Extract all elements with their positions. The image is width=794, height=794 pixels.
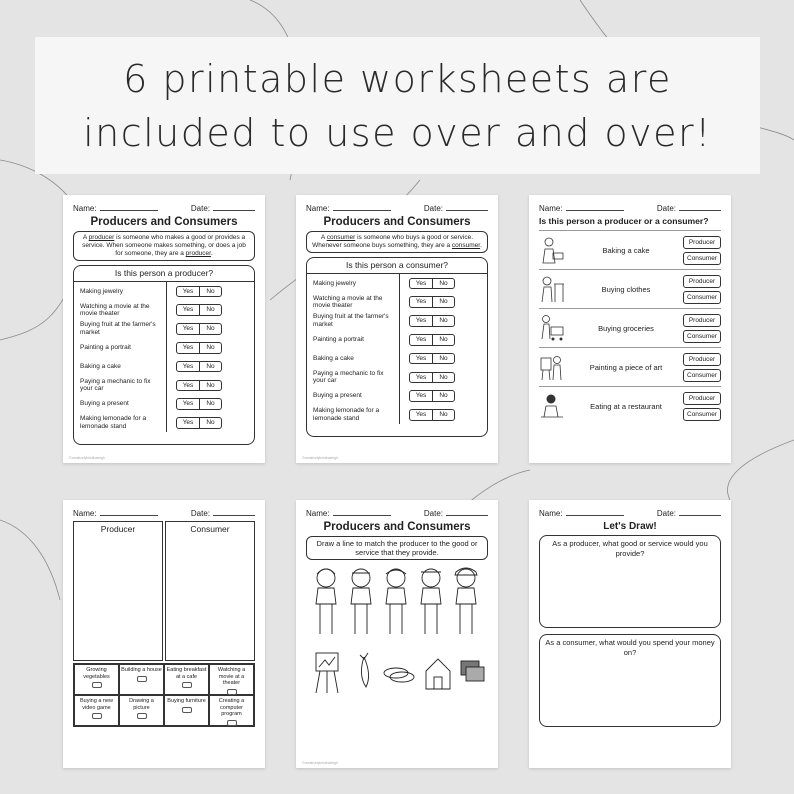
yes-no-buttons: Yes No (176, 361, 222, 373)
name-label: Name: (73, 509, 97, 518)
item-label: Buying clothes (601, 284, 651, 294)
table-row: Buying a present Yes No (307, 387, 487, 406)
yes-no-buttons: Yes No (409, 278, 455, 290)
name-label: Name: (306, 204, 330, 213)
list-item (539, 230, 721, 269)
list-item (539, 308, 721, 347)
banner-line-1: 6 printable worksheets are (123, 56, 672, 101)
worksheet-title: Producers and Consumers (90, 216, 238, 228)
table-row: Making lemonade for a lemonade stand Yes No (307, 406, 487, 425)
list-item: Eating breakfast at a cafe (164, 664, 209, 695)
yes-no-buttons: Yes No (409, 353, 455, 365)
shopper-icon (539, 274, 565, 304)
date-label: Date: (423, 204, 443, 213)
cut-out-cards (73, 663, 255, 727)
worksheet-4 (63, 500, 265, 768)
shopping-cart-icon (539, 313, 565, 343)
list-item: Drawing a picture (119, 695, 164, 726)
date-label: Date: (190, 204, 210, 213)
list-item: Buying a new video game (74, 695, 119, 726)
yes-no-buttons: Yes No (409, 372, 455, 384)
table-row: Paying a mechanic to fix your car Yes No (307, 368, 487, 387)
sort-columns (73, 521, 255, 661)
painter-icon (539, 352, 565, 382)
brand-text: ©creativelykristinaleigh (69, 456, 105, 460)
answer-buttons: Producer Consumer (683, 392, 721, 421)
name-label: Name: (539, 204, 563, 213)
yes-no-buttons: Yes No (176, 342, 222, 354)
table-row: Making lemonade for a lemonade stand Yes No (74, 414, 254, 433)
question-table (73, 265, 255, 445)
date-label: Date: (190, 509, 210, 518)
name-date-header (306, 204, 488, 213)
diner-icon (539, 391, 565, 421)
list-item: Growing vegetables (74, 664, 119, 695)
answer-buttons: Producer Consumer (683, 314, 721, 343)
yes-no-buttons: Yes No (176, 380, 222, 392)
question-heading: Is this person a producer? (74, 266, 254, 282)
definition-box: A consumer is someone who buys a good or service. Whenever someone buys something, they are a consumer. (306, 231, 488, 253)
date-label: Date: (656, 509, 676, 518)
name-date-header (539, 204, 721, 213)
instruction-box: Draw a line to match the producer to the good or service that they provide. (306, 536, 488, 560)
table-row: Making jewelry Yes No (74, 282, 254, 301)
item-label: Baking a cake (602, 245, 650, 255)
table-row: Baking a cake Yes No (307, 349, 487, 368)
name-date-header (539, 509, 721, 518)
banner-line-2: included to use over and over! (83, 110, 712, 155)
item-label: Painting a piece of art (589, 362, 663, 372)
list-item: Building a house (119, 664, 164, 695)
table-row: Buying fruit at the farmer's market Yes No (74, 320, 254, 339)
yes-no-buttons: Yes No (176, 323, 222, 335)
yes-no-buttons: Yes No (409, 390, 455, 402)
yes-no-buttons: Yes No (409, 334, 455, 346)
worksheet-3 (529, 195, 731, 463)
answer-buttons: Producer Consumer (683, 236, 721, 265)
list-item (539, 269, 721, 308)
item-label: Buying groceries (598, 323, 654, 333)
worksheet-title: Producers and Consumers (323, 521, 471, 533)
baker-icon (539, 235, 565, 265)
list-item (539, 386, 721, 425)
worksheet-1 (63, 195, 265, 463)
date-label: Date: (656, 204, 676, 213)
table-row: Baking a cake Yes No (74, 357, 254, 376)
worker-kids-illustration (306, 564, 488, 639)
yes-no-buttons: Yes No (176, 417, 222, 429)
table-row: Buying fruit at the farmer's market Yes No (307, 312, 487, 331)
item-label: Eating at a restaurant (590, 401, 662, 411)
date-label: Date: (423, 509, 443, 518)
consumer-column: Consumer (165, 521, 255, 661)
name-label: Name: (539, 509, 563, 518)
worksheet-2 (296, 195, 498, 463)
table-row: Watching a movie at the movie theater Yes No (307, 293, 487, 312)
name-label: Name: (73, 204, 97, 213)
table-row: Painting a portrait Yes No (74, 338, 254, 357)
worksheet-5 (296, 500, 498, 768)
drawing-box-consumer: As a consumer, what would you spend your money on? (539, 634, 721, 727)
name-date-header (73, 509, 255, 518)
brand-text: ©creativelykristinaleigh (302, 456, 338, 460)
yes-no-buttons: Yes No (409, 296, 455, 308)
drawing-box-producer: As a producer, what good or service would you provide? (539, 535, 721, 628)
worksheet-question: Is this person a producer or a consumer? (539, 216, 709, 226)
table-row: Paying a mechanic to fix your car Yes No (74, 376, 254, 395)
question-table (306, 257, 488, 437)
goods-illustration (306, 647, 488, 697)
yes-no-buttons: Yes No (176, 398, 222, 410)
yes-no-buttons: Yes No (176, 286, 222, 298)
table-row: Painting a portrait Yes No (307, 330, 487, 349)
name-date-header (306, 509, 488, 518)
table-row: Making jewelry Yes No (307, 274, 487, 293)
list-item: Creating a computer program (209, 695, 254, 726)
list-item: Buying furniture (164, 695, 209, 726)
answer-buttons: Producer Consumer (683, 275, 721, 304)
yes-no-buttons: Yes No (409, 315, 455, 327)
worksheet-title: Producers and Consumers (323, 216, 471, 228)
banner (35, 37, 760, 174)
table-row: Watching a movie at the movie theater Yes No (74, 301, 254, 320)
list-item (539, 347, 721, 386)
list-item: Watching a movie at a theater (209, 664, 254, 695)
table-row: Buying a present Yes No (74, 395, 254, 414)
producer-column: Producer (73, 521, 163, 661)
definition-box: A producer is someone who makes a good or provides a service. When someone makes something, or does a job for someone, they are a producer. (73, 231, 255, 261)
answer-buttons: Producer Consumer (683, 353, 721, 382)
name-label: Name: (306, 509, 330, 518)
worksheet-6 (529, 500, 731, 768)
yes-no-buttons: Yes No (409, 409, 455, 421)
yes-no-buttons: Yes No (176, 304, 222, 316)
worksheet-title: Let's Draw! (603, 521, 657, 532)
brand-text: ©creativelykristinaleigh (302, 761, 338, 765)
question-heading: Is this person a consumer? (307, 258, 487, 274)
name-date-header (73, 204, 255, 213)
